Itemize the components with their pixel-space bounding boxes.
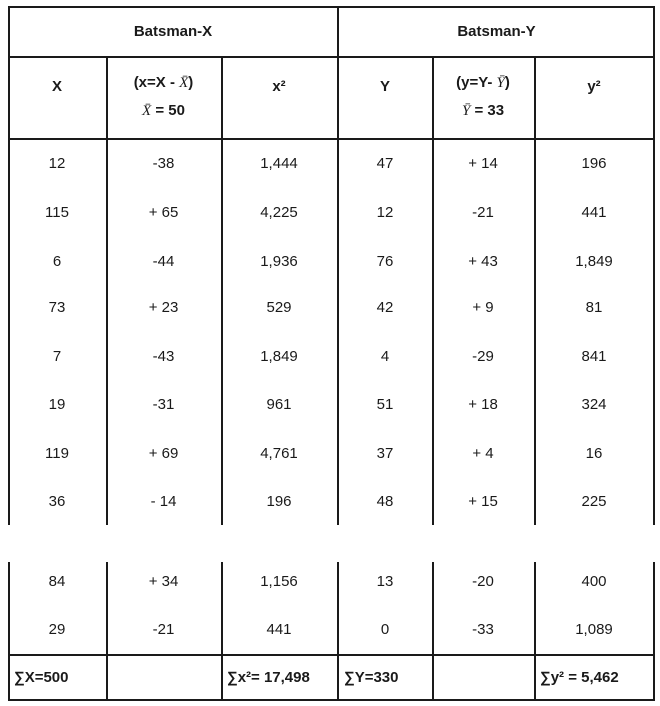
table-cell: -44 [152, 252, 175, 270]
table-cell: + 23 [148, 298, 179, 316]
col-header-x-deviation [106, 56, 221, 138]
table-cell: 4,225 [260, 203, 298, 221]
table-cell: -38 [152, 154, 175, 172]
batsman-deviation-table [8, 6, 655, 701]
table-cell: 196 [266, 492, 292, 510]
table-cell: -31 [152, 395, 175, 413]
table-cell: 36 [48, 492, 66, 510]
table-cell: 81 [585, 298, 603, 316]
table-cell: 961 [266, 395, 292, 413]
total-cell: ∑X=500 [14, 669, 69, 686]
table-cell: 119 [45, 444, 69, 462]
table-cell: 1,444 [260, 154, 298, 172]
table-cell: 73 [48, 298, 66, 316]
table-cell: 37 [376, 444, 394, 462]
table-cell: 841 [581, 347, 607, 365]
col-header-y-mean: Ȳ = 33 [461, 102, 505, 119]
group-header-batsman-x: Batsman-X [133, 22, 213, 40]
table-cell: 16 [585, 444, 603, 462]
table-cell: + 69 [148, 444, 179, 462]
col-header-x-squared: x² [272, 77, 286, 95]
table-cell: 47 [376, 154, 394, 172]
table-cell: 1,156 [260, 572, 298, 590]
table-cell: 1,936 [260, 252, 298, 270]
total-cell: ∑x²= 17,498 [227, 669, 310, 686]
table-cell: 400 [581, 572, 607, 590]
table-cell: -20 [472, 572, 494, 590]
col-header-y-deviation [432, 56, 534, 138]
total-cell: ∑y² = 5,462 [540, 669, 619, 686]
table-cell: 7 [52, 347, 62, 365]
table-cell: 84 [48, 572, 66, 590]
table-cell: 441 [581, 203, 607, 221]
table-cell: 225 [581, 492, 607, 510]
table-cell: + 4 [472, 444, 494, 462]
table-cell: 48 [376, 492, 394, 510]
table-cell: 0 [380, 620, 390, 638]
table-cell: + 14 [468, 154, 498, 172]
table-cell: 324 [581, 395, 607, 413]
table-cell: 115 [45, 203, 69, 221]
col-header-x: X [51, 77, 62, 95]
col-header-x-deviation-formula: (x=X - X̄) [133, 74, 194, 91]
table-cell: + 9 [472, 298, 494, 316]
table-cell: 42 [376, 298, 394, 316]
table-cell: 13 [376, 572, 394, 590]
table-cell: 4 [380, 347, 390, 365]
total-cell: ∑Y=330 [344, 669, 399, 686]
total-cell [432, 656, 534, 699]
table-cell: 1,089 [575, 620, 613, 638]
col-header-x-mean: X̄ = 50 [142, 102, 185, 119]
col-header-y-squared: y² [587, 77, 601, 95]
table-cell: 196 [581, 154, 607, 172]
col-header-y: Y [379, 77, 390, 95]
table-cell: + 18 [468, 395, 498, 413]
table-cell: 529 [266, 298, 292, 316]
table-cell: 1,849 [260, 347, 298, 365]
total-cell [106, 656, 221, 699]
table-cell: -33 [472, 620, 494, 638]
table-cell: + 43 [468, 252, 498, 270]
group-header-batsman-y: Batsman-Y [457, 22, 536, 40]
table-cell: - 14 [150, 492, 177, 510]
table-cell: 29 [48, 620, 66, 638]
table-cell: 76 [376, 252, 394, 270]
table-cell: -21 [472, 203, 494, 221]
table-cell: + 15 [468, 492, 498, 510]
table-cell: 6 [52, 252, 62, 270]
table-cell: + 65 [148, 203, 179, 221]
table-cell: 12 [376, 203, 394, 221]
table-cell: -21 [152, 620, 175, 638]
table-cell: -29 [472, 347, 494, 365]
col-header-y-deviation-formula: (y=Y- Ȳ) [456, 74, 510, 91]
table-cell: 1,849 [575, 252, 613, 270]
table-cell: 4,761 [260, 444, 298, 462]
table-cell: 19 [48, 395, 66, 413]
table-cell: 51 [376, 395, 394, 413]
table-cell: 12 [48, 154, 66, 172]
table-cell: -43 [152, 347, 175, 365]
table-cell: 441 [266, 620, 292, 638]
table-cell: + 34 [148, 572, 179, 590]
